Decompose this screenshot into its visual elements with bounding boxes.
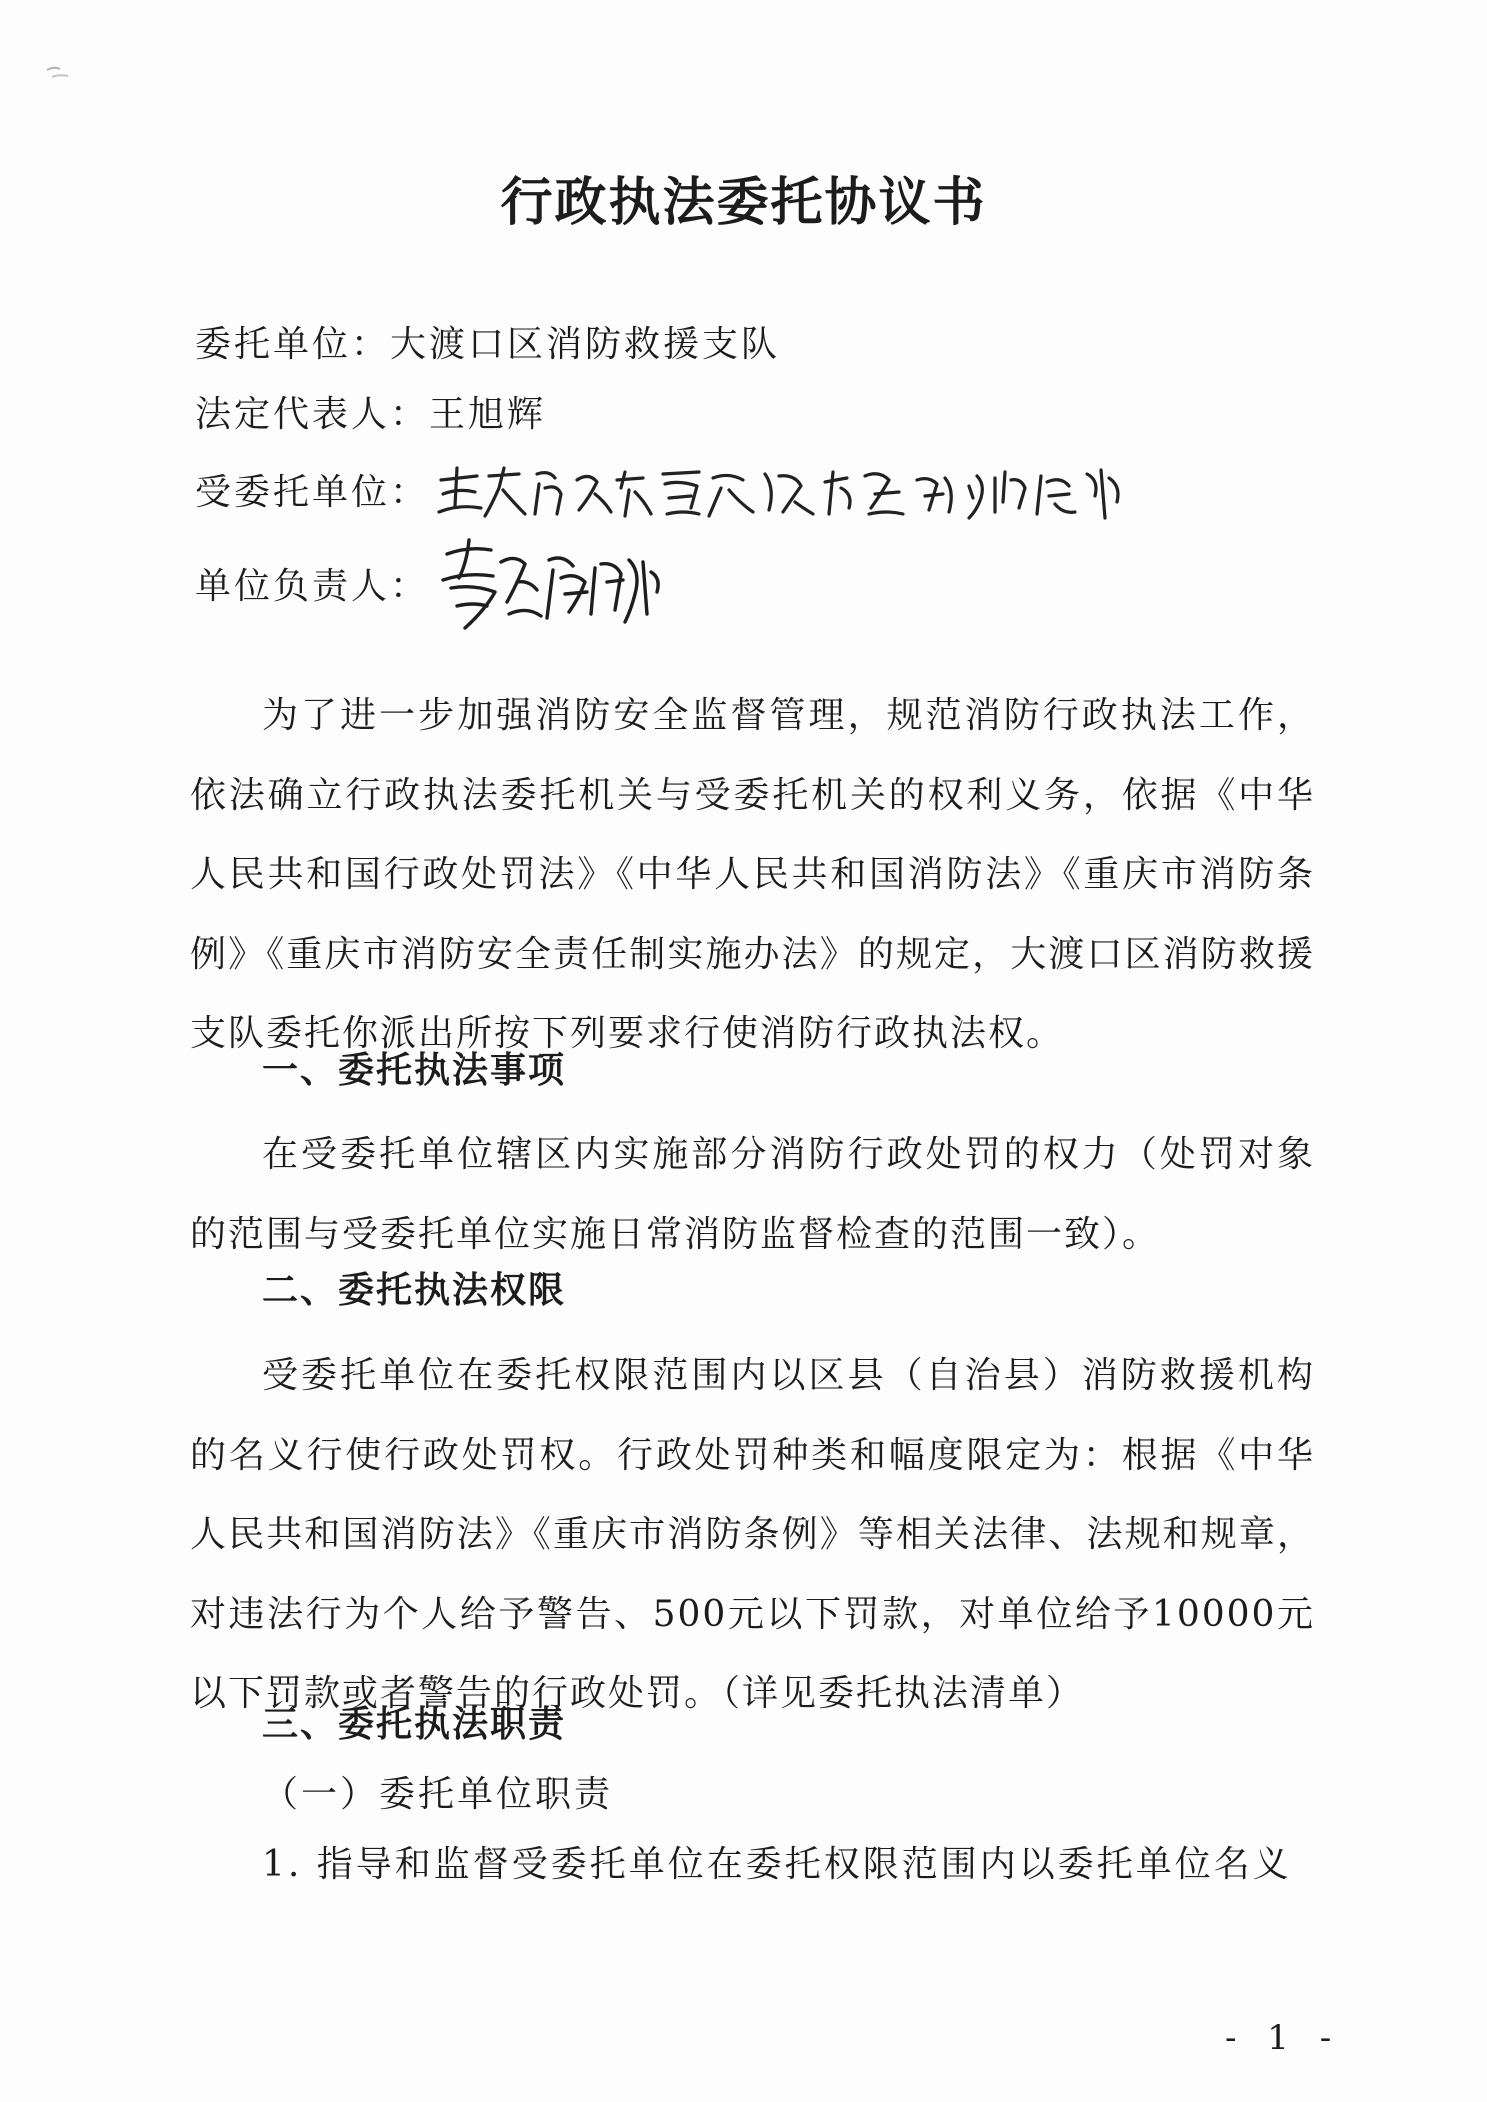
entrusting-unit-value: 大渡口区消防救援支队 bbox=[390, 324, 781, 365]
scan-speck-mark bbox=[44, 62, 72, 84]
document-title: 行政执法委托协议书 bbox=[500, 172, 987, 233]
intro-paragraph: 为了进一步加强消防安全监督管理，规范消防行政执法工作，依法确立行政执法委托机关与受委托机关的权利义务，依据《中华人民共和国行政处罚法》《中华人民共和国消防法》《重庆市消防条例》《重庆市消防安全责任制实施办法》的规定，大渡口区消防救援支队委托你派出所按下列要求行使消防行政执法权。 bbox=[190, 695, 1315, 1055]
legal-representative-label: 法定代表人： bbox=[195, 394, 430, 435]
unit-head-signature bbox=[429, 532, 669, 642]
handwritten-unit-name-signature bbox=[429, 458, 1129, 528]
legal-representative-value: 王旭辉 bbox=[429, 394, 547, 435]
section-2-heading: 二、委托执法权限 bbox=[262, 1270, 567, 1311]
page-number: - 1 - bbox=[1225, 2018, 1342, 2058]
section-3-heading: 三、委托执法职责 bbox=[262, 1704, 567, 1745]
entrusted-unit-label: 受委托单位： bbox=[195, 472, 430, 513]
section-1-heading: 一、委托执法事项 bbox=[262, 1050, 567, 1091]
unit-head-label: 单位负责人： bbox=[195, 566, 430, 607]
section-1-text: 在受委托单位辖区内实施部分消防行政处罚的权力（处罚对象的范围与受委托单位实施日常消防监督检查的范围一致）。 bbox=[190, 1134, 1315, 1255]
handwritten-signature bbox=[429, 532, 669, 642]
entrusting-unit-label: 委托单位： bbox=[195, 324, 391, 365]
section-3-subheading: （一）委托单位职责 bbox=[262, 1774, 614, 1815]
entrusted-unit-handwriting bbox=[429, 458, 1129, 528]
entrusting-unit-line bbox=[195, 318, 780, 368]
unit-head-line bbox=[195, 530, 669, 640]
section-2-text: 受委托单位在委托权限范围内以区县（自治县）消防救援机构的名义行使行政处罚权。行政处罚种类和幅度限定为：根据《中华人民共和国消防法》《重庆市消防条例》等相关法律、法规和规章，对违法行为个人给予警告、500元以下罚款，对单位给予10000元以下罚款或者警告的行政处罚。（详见委托执法清单） bbox=[190, 1355, 1315, 1715]
legal-representative-line bbox=[195, 388, 546, 438]
section-3-item-1: 1. 指导和监督受委托单位在委托权限范围内以委托单位名义 bbox=[262, 1844, 1292, 1885]
entrusted-unit-line bbox=[195, 458, 1129, 513]
